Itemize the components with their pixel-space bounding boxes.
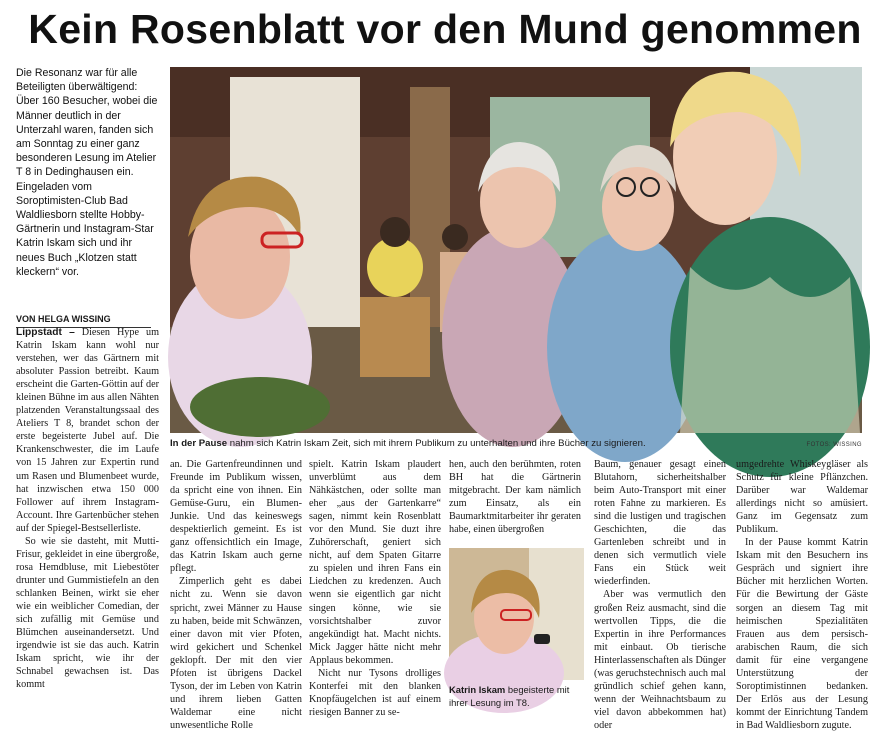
small-photo-caption (449, 684, 584, 709)
article-column-3 (309, 458, 441, 719)
column-3-paragraph-1: spielt. Katrin Iskam plaudert unverblümt aus dem Nähkästchen, oder sollte man eher „aus der Gartenkarre“ sagen, nimmt kein Rosenblatt vor den Mund. Sie duzt ihre Zuhörerschaft, geniert sich nicht, auf dem Spaten Gitarre zu spielen und ihren Fans ein Liedchen zu kredenzen. Auch wenn sie eigentlich gar nicht singen könne, wie sie vorsichtshalber zuvor angekündigt hat. Macht nichts. Mick Jagger hätte nicht mehr Applaus bekommen. (309, 459, 441, 666)
byline: VON HELGA WISSING (16, 314, 151, 328)
article-column-6 (736, 458, 868, 732)
column-6-paragraph-1: umgedrehte Whiskeygläser als Schutz für kleine Pflänzchen. Darüber war Waldemar allerdings nicht so amüsiert. Ganz im Gegensatz zum Publikum. (736, 459, 868, 536)
column-1-paragraph-2: So wie sie dasteht, mit Mutti-Frisur, gekleidet in eine übergroße, rosa Hemdbluse, mit Liebestöter drunter und Gummistiefeln an den schlanken Beinen, wirkt sie eher wie ein weiblicher Comedian, der sich zufällig mit Gemüse und Blümchen auseinandersetzt. Und irgendwie ist sie das auch. Katrin Iskam spricht, wie ihr der Schnabel gewachsen ist. Das kommt (16, 535, 159, 691)
article-column-1 (16, 326, 159, 691)
main-photo (170, 67, 862, 433)
caption-text: nahm sich Katrin Iskam Zeit, sich mit ihrem Publikum zu unterhalten und ihre Bücher zu signieren. (227, 438, 646, 449)
dateline: Lippstadt – (16, 327, 75, 338)
column-5-paragraph-2: Aber was vermutlich den großen Reiz ausmacht, sind die wertvollen Tipps, die die Expertin in ihre Performances mit einbaut. Ob tierische Hinterlassenschaften als Dünger (was geruchstechnisch auch mal gründlich schief gehen kann, wenn der Weihnachtsbaum zu viel davon abbekommen hat) oder (594, 589, 726, 731)
column-5-paragraph-1: Baum, genauer gesagt einen Blutahorn, sicherheitshalber beim Auto-Transport mit einer roten Fahne zu markieren. Es sind die lustigen und tragischen Geschichten, die das Gartenleben schreibt und in denen sich vermutlich viele Fans ein Stück weit wiederfinden. (594, 459, 726, 588)
column-3-paragraph-2: Nicht nur Tysons drolliges Konterfei mit den blanken Knopfäugelchen ist auf einem riesigen Banner zu se- (309, 667, 441, 718)
small-caption-lead: Katrin Iskam (449, 684, 506, 695)
photo-caption (170, 437, 862, 450)
intro-text: Die Resonanz war für alle Beteiligten überwältigend: Über 160 Besucher, wobei die Männer deutlich in der Unterzahl waren, fanden sich am Sonntag zu einer ganz besonderen Lesung im Atelier T 8 in Dedinghausen ein. Eingeladen vom Soroptimisten-Club Bad Waldliesborn stellte Hobby-Gärtnerin und Instagram-Star Katrin Iskam sich und ihr neues Buch „Klotzen statt kleckern“ vor. (16, 67, 158, 278)
column-2-paragraph-1: an. Die Gartenfreundinnen und Freunde im Publikum wissen, da spricht eine von ihnen. Ein Gemüse-Guru, ein Blumen-Junkie. Und das keineswegs despektierlich gemeint. Es ist ganz offensichtlich ein Image, das Katrin Iskam auch gerne pflegt. (170, 459, 302, 575)
small-photo (449, 548, 584, 680)
small-caption-text: begeisterte mit ihrer Lesung im T8. (449, 684, 570, 708)
article-column-5 (594, 458, 726, 732)
column-6-paragraph-2: In der Pause kommt Katrin Iskam mit den Besuchern ins Gespräch und signiert ihre Bücher mit herzlichen Worten. Für die Bewirtung der Gäste sorgen an diesem Tag mit heimischen Spezialitäten Frauen aus dem persisch-arabischen Raum, die sich damit für eine vergangene Unterstützung der Soroptimistinnen bedanken. Der Erlös aus der Lesung kommt der Einrichtung Tandem in Bad Waldliesborn zugute. (736, 537, 868, 731)
article-column-2 (170, 458, 302, 732)
headline: Kein Rosenblatt vor den Mund genommen (28, 6, 862, 52)
column-4-paragraph-1: hen, auch den berühmten, roten BH hat die Gärtnerin mitgebracht. Der kam nämlich zum Einsatz, als ein Baumarktmitarbeiter ihr geraten habe, einen übergroßen (449, 459, 581, 536)
article-column-4 (449, 458, 581, 536)
column-1-paragraph-1: Diesen Hype um Katrin Iskam kann wohl nur verstehen, wer das Gärtnern mit absoluter Passion betreibt. Kaum erscheint die Garten-Göttin auf der kleinen Bühne im aus allen Nähten platzenden Veranstaltungssaal des Ateliers T 8, brandet schon der erste begeisterte Jubel auf. Die Krankenschwester, die im Laufe von 15 Jahren zur Expertin rund um Rasen und Blumenbeet wurde, hat inzwischen etwa 150 000 Follower auf ihrem Instagram-Account. Ihre Gartenbücher stehen auf der Spiegel-Bestsellerliste. (16, 327, 159, 534)
caption-lead: In der Pause (170, 438, 228, 449)
photo-credit: FOTOS: WISSING (806, 442, 862, 448)
column-2-paragraph-2: Zimperlich geht es dabei nicht zu. Wenn sie davon spricht, zwei Männer zu Hause zu haben, beide mit Schwänzen, einer davon mit vier Pfoten, wird gekichert und Schenkel geklopft. Der mit den vier Pfoten ist übrigens Dackel Tyson, der im Leben von Katrin und ihrem lieben Gatten Waldemar eine nicht unwesentliche Rolle (170, 576, 302, 731)
